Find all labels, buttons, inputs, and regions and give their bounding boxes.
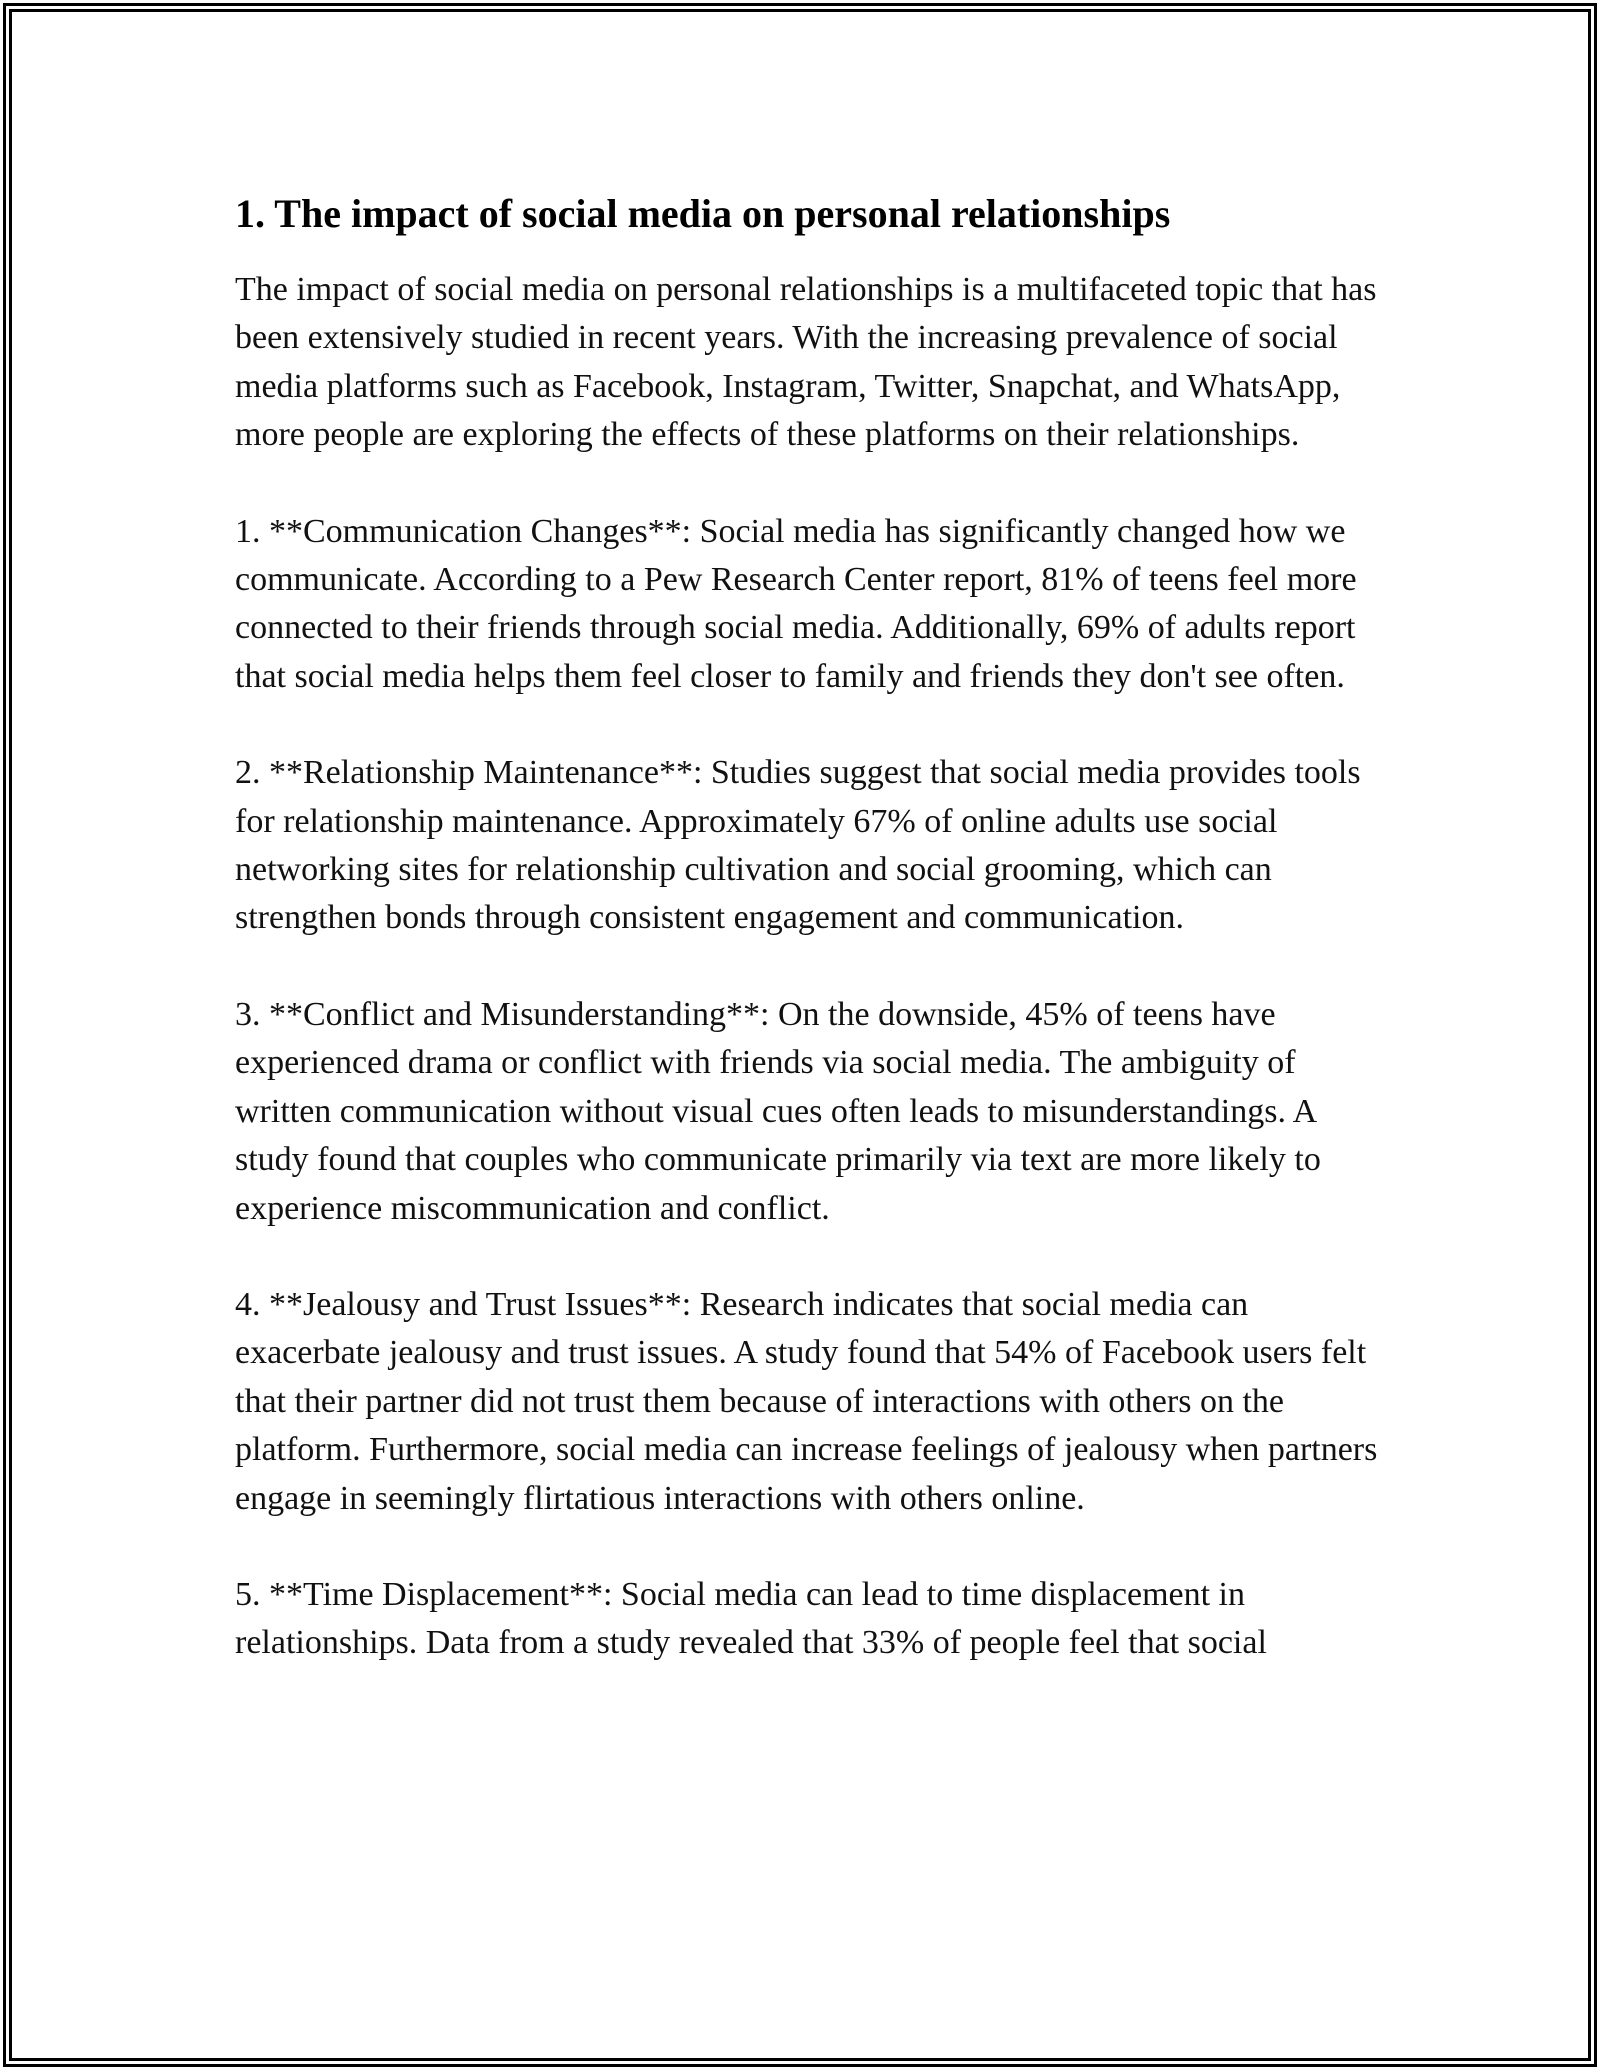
paragraph-conflict-misunderstanding: 3. **Conflict and Misunderstanding**: On the downside, 45% of teens have experienced drama or conflict with friends via social media. The ambiguity of written communication without visual cues often leads to misunderstandings. A study found that couples who communicate primarily via text are more likely to experience miscommunication and conflict. [235, 995, 1321, 1227]
paragraph-jealousy-trust: 4. **Jealousy and Trust Issues**: Research indicates that social media can exacerbate jealousy and trust issues. A study found that 54% of Facebook users felt that their partner did not trust them because of interactions with others on the platform. Furthermore, social media can increase feelings of jealousy when partners engage in seemingly flirtatious interactions with others online. [235, 1285, 1378, 1517]
paragraph-communication-changes: 1. **Communication Changes**: Social media has significantly changed how we communicate. According to a Pew Research Center report, 81% of teens feel more connected to their friends through social media. Additionally, 69% of adults report that social media helps them feel closer to family and friends they don't see often. [235, 512, 1357, 695]
paragraph-relationship-maintenance: 2. **Relationship Maintenance**: Studies suggest that social media provides tools for relationship maintenance. Approximately 67% of online adults use social networking sites for relationship cultivation and social grooming, which can strengthen bonds through consistent engagement and communication. [235, 754, 1361, 937]
paragraph-time-displacement: 5. **Time Displacement**: Social media can lead to time displacement in relationships. Data from a study revealed that 33% of people feel that social [235, 1575, 1267, 1662]
intro-paragraph: The impact of social media on personal relationships is a multifaceted topic that has been extensively studied in recent years. With the increasing prevalence of social media platforms such as Facebook, Instagram, Twitter, Snapchat, and WhatsApp, more people are exploring the effects of these platforms on their relationships. [235, 271, 1377, 454]
document-body [235, 186, 1395, 1716]
document-title: 1. The impact of social media on personal relationships [235, 191, 1171, 236]
